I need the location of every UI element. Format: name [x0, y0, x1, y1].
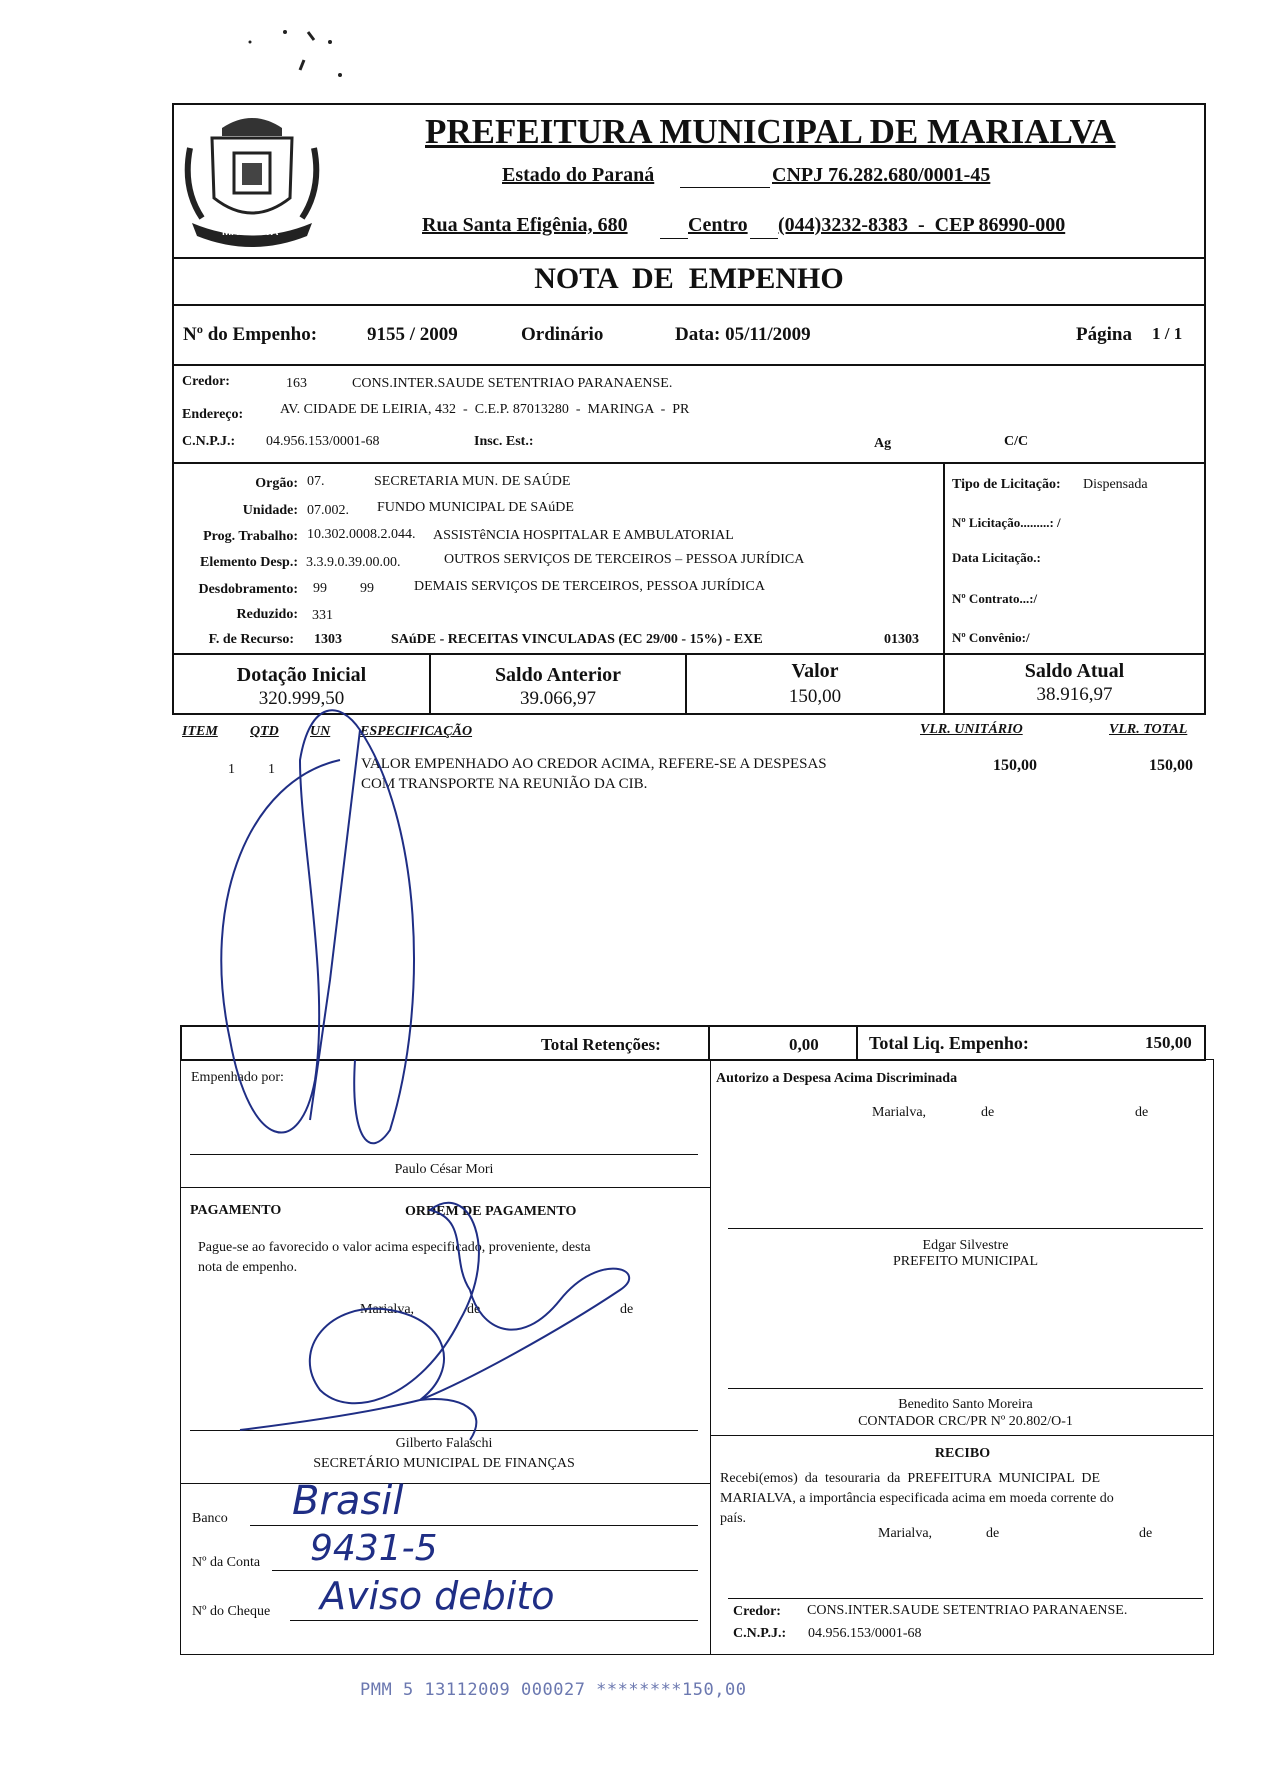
credor-code: 163 — [286, 376, 307, 391]
credor-cnpj: 04.956.153/0001-68 — [266, 434, 380, 449]
cheque-line — [290, 1620, 698, 1621]
item-qtd: 1 — [268, 762, 275, 777]
secretario-name: Gilberto Falaschi — [395, 1436, 493, 1451]
unidade-label: Unidade: — [242, 503, 298, 518]
ag-label: Ag — [874, 436, 892, 451]
recurso-code-2: 01303 — [884, 632, 919, 647]
prog-name: ASSISTêNCIA HOSPITALAR E AMBULATORIAL — [433, 528, 734, 543]
contador-title: CONTADOR CRC/PR Nº 20.802/O-1 — [858, 1414, 1073, 1429]
pagamento-text-2: nota de empenho. — [198, 1260, 298, 1275]
pagamento-de-1: de — [467, 1302, 481, 1317]
cheque-handwritten: Aviso debito — [320, 1574, 555, 1618]
credor-label: Credor: — [182, 374, 230, 389]
recibo-label: RECIBO — [934, 1446, 991, 1461]
retencoes-value: 0,00 — [789, 1035, 819, 1054]
banco-handwritten: Brasil — [292, 1478, 404, 1524]
recurso-label: F. de Recurso: — [208, 632, 294, 647]
prog-label: Prog. Trabalho: — [203, 529, 298, 544]
desdobramento-code-1: 99 — [313, 581, 327, 596]
state-name: Estado do Paraná — [502, 164, 655, 186]
address-underline-2 — [750, 238, 778, 239]
licitacao-data: Data Licitação.: — [952, 550, 1041, 565]
recibo-signature-line — [728, 1598, 1203, 1599]
empenhado-signature-line — [190, 1154, 698, 1155]
totals-divider-1 — [708, 1025, 710, 1061]
recibo-city: Marialva, — [878, 1526, 933, 1541]
item-vlr-unitario: 150,00 — [993, 757, 1037, 774]
speck-marks — [240, 20, 400, 90]
empenho-date: Data: 05/11/2009 — [675, 324, 811, 345]
licitacao-divider — [943, 462, 945, 655]
credor-name: CONS.INTER.SAUDE SETENTRIAO PARANAENSE. — [352, 376, 673, 391]
orgao-name: SECRETARIA MUN. DE SAÚDE — [374, 474, 571, 489]
totals-box — [180, 1025, 1206, 1061]
org-address: Rua Santa Efigênia, 680 — [422, 214, 628, 236]
prefeito-name: Edgar Silvestre — [922, 1238, 1009, 1253]
valor-label: Valor — [791, 660, 839, 682]
ordem-pagamento-label: ORDEM DE PAGAMENTO — [405, 1204, 577, 1219]
conta-handwritten: 9431-5 — [310, 1528, 438, 1569]
empenhado-label: Empenhado por: — [191, 1070, 284, 1085]
col-vlr-unitario: VLR. UNITÁRIO — [920, 722, 1023, 737]
desdobramento-label: Desdobramento: — [198, 582, 298, 597]
item-description-1: VALOR EMPENHADO AO CREDOR ACIMA, REFERE-SE A DESPESAS — [361, 756, 827, 772]
recibo-de-2: de — [1139, 1526, 1153, 1541]
autorizo-de-1: de — [981, 1105, 995, 1120]
pagamento-text-1: Pague-se ao favorecido o valor acima especificado, proveniente, desta — [198, 1240, 591, 1255]
recurso-name: SAúDE - RECEITAS VINCULADAS (EC 29/00 - 15%) - EXE — [391, 632, 763, 647]
org-cnpj: CNPJ 76.282.680/0001-45 — [772, 164, 991, 186]
address-underline — [660, 238, 688, 239]
recibo-cnpj-label: C.N.P.J.: — [733, 1626, 787, 1641]
saldo-atual-label: Saldo Atual — [1024, 660, 1125, 682]
reduzido-value: 331 — [312, 608, 333, 623]
pagamento-de-2: de — [620, 1302, 634, 1317]
header-divider — [172, 257, 1206, 259]
org-district: Centro — [688, 214, 748, 236]
empenhado-divider — [180, 1187, 710, 1188]
empenho-number: 9155 / 2009 — [367, 324, 458, 345]
col-qtd: QTD — [250, 724, 279, 739]
valor-value: 150,00 — [788, 686, 842, 707]
saldo-atual-value: 38.916,97 — [1036, 684, 1113, 705]
reduzido-label: Reduzido: — [236, 607, 298, 622]
empenhado-name: Paulo César Mori — [394, 1162, 494, 1177]
prefeito-title: PREFEITO MUNICIPAL — [892, 1254, 1039, 1269]
secretario-signature-line — [190, 1430, 698, 1431]
dotacao-value: 320.999,50 — [258, 688, 345, 709]
licitacao-contrato: Nº Contrato...:/ — [952, 591, 1038, 606]
liq-label: Total Liq. Empenho: — [869, 1033, 1029, 1053]
credor-address: AV. CIDADE DE LEIRIA, 432 - C.E.P. 87013280 - MARINGA - PR — [280, 402, 690, 417]
saldo-anterior-value: 39.066,97 — [520, 688, 596, 709]
licitacao-numero: Nº Licitação.........: / — [952, 515, 1061, 530]
cc-label: C/C — [1004, 434, 1029, 449]
desdobramento-name: DEMAIS SERVIÇOS DE TERCEIROS, PESSOA JURÍDICA — [414, 579, 766, 594]
col-un: UN — [310, 724, 331, 739]
banco-divider — [180, 1483, 710, 1484]
insc-est-label: Insc. Est.: — [474, 434, 534, 449]
elemento-label: Elemento Desp.: — [200, 555, 298, 570]
recibo-cnpj: 04.956.153/0001-68 — [808, 1626, 922, 1641]
pagamento-city: Marialva, — [360, 1302, 415, 1317]
payment-stamp: PMM 5 13112009 000027 ********150,00 — [360, 1680, 747, 1700]
empenho-number-label: Nº do Empenho: — [183, 324, 318, 345]
banco-label: Banco — [192, 1511, 228, 1526]
org-phone-cep: (044)3232-8383 - CEP 86990-000 — [778, 214, 1066, 236]
cnpj-label: C.N.P.J.: — [182, 434, 236, 449]
licitacao-tipo: Dispensada — [1083, 477, 1148, 492]
autorizo-city: Marialva, — [872, 1105, 927, 1120]
page-number: 1 / 1 — [1152, 324, 1183, 343]
unidade-code: 07.002. — [307, 503, 349, 518]
recibo-de-1: de — [986, 1526, 1000, 1541]
secretario-title: SECRETÁRIO MUNICIPAL DE FINANÇAS — [313, 1456, 575, 1471]
saldo-anterior-label: Saldo Anterior — [494, 664, 622, 686]
recibo-text-3: país. — [720, 1511, 747, 1526]
prefeito-signature-line — [728, 1228, 1203, 1229]
recurso-code: 1303 — [314, 632, 342, 647]
licitacao-tipo-label: Tipo de Licitação: — [952, 477, 1061, 492]
page-label: Página — [1076, 324, 1132, 345]
autorizo-de-2: de — [1135, 1105, 1149, 1120]
item-description-2: COM TRANSPORTE NA REUNIÃO DA CIB. — [361, 776, 648, 792]
contador-signature-line — [728, 1388, 1203, 1389]
col-vlr-total: VLR. TOTAL — [1109, 722, 1188, 737]
dotacao-label: Dotação Inicial — [236, 664, 367, 686]
autorizo-label: Autorizo a Despesa Acima Discriminada — [716, 1071, 958, 1086]
endereco-label: Endereço: — [182, 407, 244, 422]
recibo-credor: CONS.INTER.SAUDE SETENTRIAO PARANAENSE. — [807, 1603, 1128, 1618]
lower-center-divider — [710, 1059, 711, 1655]
col-especificacao: ESPECIFICAÇÃO — [360, 724, 473, 739]
liq-value: 150,00 — [1145, 1033, 1192, 1052]
prog-code: 10.302.0008.2.044. — [307, 527, 416, 542]
org-title: PREFEITURA MUNICIPAL DE MARIALVA — [425, 112, 1116, 151]
document-title: NOTA DE EMPENHO — [534, 262, 844, 295]
municipal-crest — [182, 108, 322, 256]
item-number: 1 — [228, 762, 235, 777]
conta-line — [272, 1570, 698, 1571]
totals-divider-2 — [856, 1025, 858, 1061]
pagamento-label: PAGAMENTO — [190, 1203, 282, 1218]
banco-line — [250, 1525, 698, 1526]
elemento-code: 3.3.9.0.39.00.00. — [306, 555, 401, 570]
cheque-label: Nº do Cheque — [192, 1604, 271, 1619]
retencoes-label: Total Retenções: — [541, 1035, 661, 1054]
conta-label: Nº da Conta — [192, 1555, 261, 1570]
licitacao-convenio: Nº Convênio:/ — [952, 630, 1030, 645]
recibo-text-2: MARIALVA, a importância especificada acima em moeda corrente do — [720, 1491, 1114, 1506]
item-vlr-total: 150,00 — [1149, 757, 1193, 774]
state-underline — [680, 187, 770, 188]
recibo-text-1: Recebi(emos) da tesouraria da PREFEITURA MUNICIPAL DE — [720, 1471, 1101, 1486]
orgao-code: 07. — [307, 474, 325, 489]
orgao-label: Orgão: — [255, 476, 298, 491]
col-item: ITEM — [182, 724, 218, 739]
elemento-name: OUTROS SERVIÇOS DE TERCEIROS – PESSOA JURÍDICA — [444, 552, 805, 567]
scan-specks — [240, 20, 400, 90]
contador-name: Benedito Santo Moreira — [898, 1397, 1033, 1412]
recibo-divider — [711, 1435, 1214, 1436]
recibo-credor-label: Credor: — [733, 1604, 781, 1619]
desdobramento-code-2: 99 — [360, 581, 374, 596]
unidade-name: FUNDO MUNICIPAL DE SAúDE — [377, 500, 574, 515]
crest-ribbon-text: MARIALVA — [222, 226, 279, 238]
empenho-type: Ordinário — [521, 324, 604, 345]
